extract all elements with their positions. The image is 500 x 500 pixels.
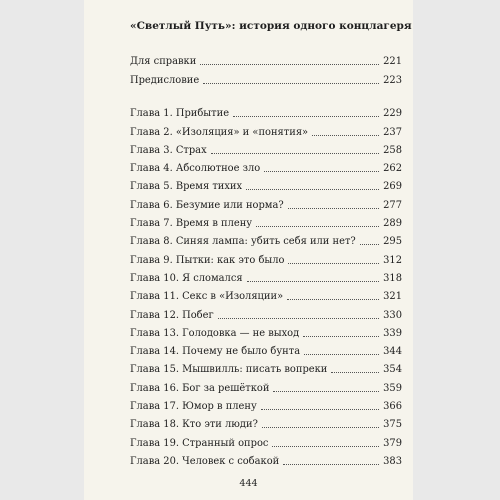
toc-entry	[130, 340, 402, 358]
toc-entry-page: 229	[383, 108, 402, 120]
toc-entry	[130, 157, 402, 175]
toc-entry-label: Глава 11. Секс в «Изоляции»	[130, 291, 284, 303]
toc-entry-page: 330	[383, 309, 402, 321]
dot-leader	[272, 446, 379, 447]
toc-entry-label: Глава 4. Абсолютное зло	[130, 163, 261, 175]
toc-entry	[130, 139, 402, 157]
toc-entry	[130, 175, 402, 193]
toc-entry-label: Глава 3. Страх	[130, 144, 207, 156]
toc-entry	[130, 376, 402, 394]
dot-leader	[233, 116, 379, 117]
dot-leader	[261, 409, 379, 410]
toc-entry	[130, 358, 402, 376]
toc-entry-page: 354	[383, 364, 402, 376]
book-page	[84, 0, 413, 500]
toc-entry	[130, 395, 402, 413]
toc-chapter-list	[130, 102, 402, 468]
toc-entry-page: 269	[383, 181, 402, 193]
toc-entry-page: 344	[383, 346, 402, 358]
toc-entry-label: Глава 7. Время в плену	[130, 218, 253, 230]
toc-entry	[130, 50, 402, 68]
toc-entry	[130, 102, 402, 120]
toc-entry-label: Глава 16. Бог за решёткой	[130, 382, 270, 394]
toc-entry-label: Глава 2. «Изоляция» и «понятия»	[130, 126, 309, 138]
toc-entry-page: 375	[383, 419, 402, 431]
toc-entry	[130, 248, 402, 266]
toc-entry-page: 339	[383, 327, 402, 339]
dot-leader	[200, 64, 379, 65]
toc-entry-page: 366	[383, 401, 402, 413]
toc-entry-page: 237	[383, 126, 402, 138]
toc-entry-page: 223	[383, 74, 402, 86]
dot-leader	[262, 427, 379, 428]
toc-entry-label: Глава 1. Прибытие	[130, 108, 230, 120]
toc-entry-page: 277	[383, 199, 402, 211]
toc-section-title: «Светлый Путь»: история одного концлагеря	[130, 20, 412, 32]
dot-leader	[203, 83, 379, 84]
dot-leader	[218, 318, 379, 319]
toc-entry-label: Предисловие	[130, 74, 200, 86]
toc-entry-page: 379	[383, 437, 402, 449]
toc-entry-label: Глава 14. Почему не было бунта	[130, 346, 301, 358]
dot-leader	[246, 189, 379, 190]
toc-entry	[130, 322, 402, 340]
dot-leader	[312, 135, 379, 136]
toc-entry	[130, 230, 402, 248]
toc-entry-label: Глава 15. Мышвилль: писать вопреки	[130, 364, 328, 376]
toc-entry	[130, 431, 402, 449]
dot-leader	[256, 226, 379, 227]
toc-entry-page: 262	[383, 163, 402, 175]
toc-entry-page: 312	[383, 254, 402, 266]
toc-entry-label: Глава 20. Человек с собакой	[130, 455, 280, 467]
dot-leader	[264, 171, 379, 172]
page-number: 444	[239, 478, 258, 489]
toc-entry-label: Глава 18. Кто эти люди?	[130, 419, 258, 431]
toc-entry-label: Глава 12. Побег	[130, 309, 214, 321]
toc-entry-page: 289	[383, 218, 402, 230]
toc-entry-page: 321	[383, 291, 402, 303]
toc-entry-page: 295	[383, 236, 402, 248]
dot-leader	[304, 354, 379, 355]
toc-entry	[130, 413, 402, 431]
dot-leader	[273, 391, 379, 392]
toc-entry	[130, 212, 402, 230]
dot-leader	[360, 244, 379, 245]
toc-entry	[130, 450, 402, 468]
dot-leader	[331, 372, 379, 373]
toc-entry	[130, 193, 402, 211]
dot-leader	[287, 299, 379, 300]
toc-entry-label: Глава 9. Пытки: как это было	[130, 254, 285, 266]
toc-entry-page: 258	[383, 144, 402, 156]
toc-entry-label: Глава 5. Время тихих	[130, 181, 243, 193]
toc-entry-label: Глава 10. Я сломался	[130, 272, 243, 284]
toc-entry	[130, 267, 402, 285]
dot-leader	[211, 153, 379, 154]
dot-leader	[288, 208, 379, 209]
dot-leader	[247, 281, 380, 282]
toc-entry-page: 318	[383, 272, 402, 284]
toc-entry	[130, 120, 402, 138]
toc-entry-label: Глава 8. Синяя лампа: убить себя или нет?	[130, 236, 356, 248]
toc-entry-label: Глава 13. Голодовка — не выход	[130, 327, 300, 339]
dot-leader	[283, 464, 379, 465]
toc-entry-page: 383	[383, 455, 402, 467]
toc-entry	[130, 285, 402, 303]
toc-entry-page: 359	[383, 382, 402, 394]
toc-entry-label: Глава 19. Странный опрос	[130, 437, 269, 449]
toc-entry-label: Глава 6. Безумие или норма?	[130, 199, 284, 211]
toc-entry-label: Для справки	[130, 56, 197, 68]
toc-entry-label: Глава 17. Юмор в плену	[130, 401, 257, 413]
toc-front-list	[130, 50, 402, 87]
toc-entry-page: 221	[383, 56, 402, 68]
dot-leader	[303, 336, 379, 337]
dot-leader	[288, 263, 379, 264]
toc-entry	[130, 68, 402, 86]
toc-entry	[130, 303, 402, 321]
